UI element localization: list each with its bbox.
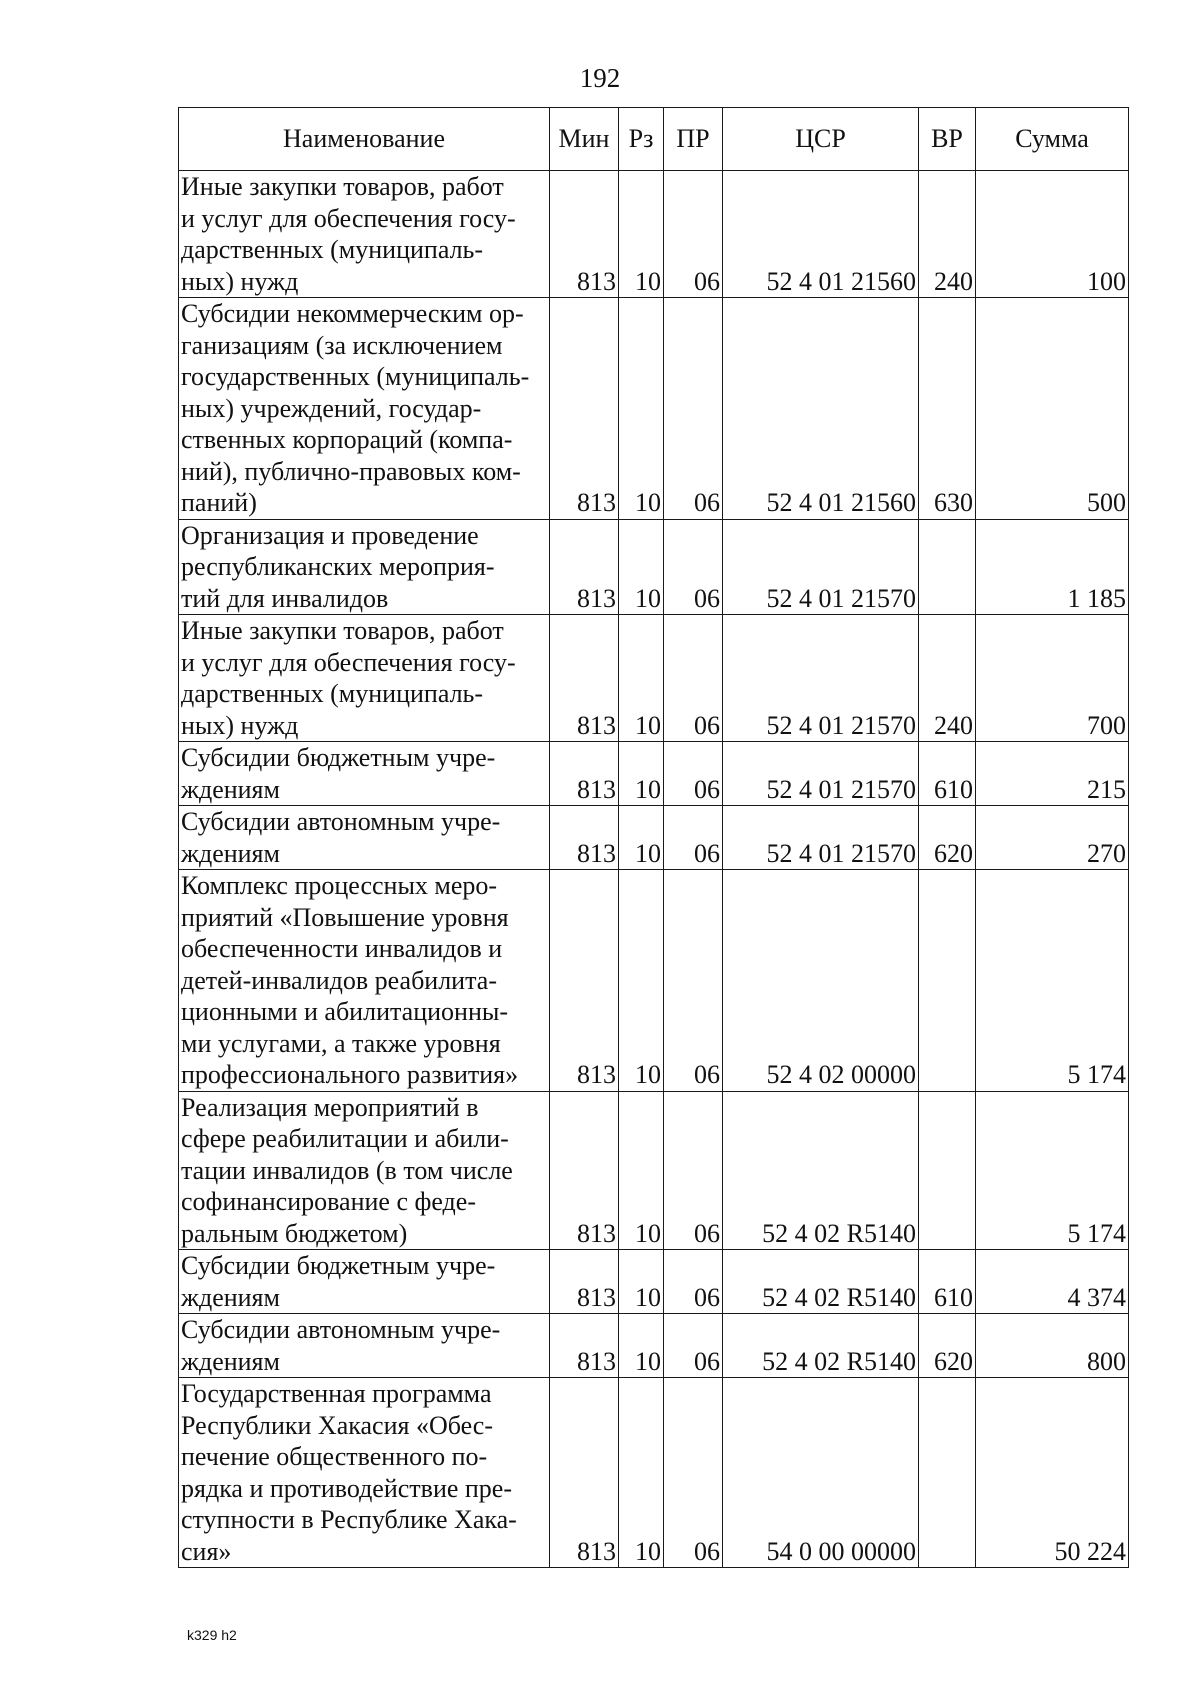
row-vr: 630: [919, 298, 976, 520]
row-name-line: обеспеченности инвалидов и: [181, 934, 503, 963]
table-row: [179, 1378, 1129, 1568]
row-pr: 06: [664, 742, 723, 806]
row-name-line: профессионального развития»: [181, 1060, 519, 1089]
row-rz: 10: [619, 1378, 664, 1568]
row-name-line: ми услугами, а также уровня: [181, 1028, 501, 1058]
row-sum: 100: [976, 171, 1129, 298]
row-pr: 06: [664, 1250, 723, 1314]
row-csr: 52 4 01 21570: [723, 742, 919, 806]
row-name-line: Субсидии автономным учре-: [181, 807, 501, 836]
row-name-line: ждениям: [181, 774, 280, 804]
row-name-line: тации инвалидов (в том числе: [181, 1155, 513, 1185]
row-sum: 500: [976, 298, 1129, 520]
row-name-line: софинансирование с феде-: [181, 1187, 476, 1216]
row-csr: 54 0 00 00000: [723, 1378, 919, 1568]
row-name: [179, 1378, 550, 1568]
table-row: [179, 171, 1129, 298]
row-name-line: и услуг для обеспечения госу-: [181, 647, 516, 677]
row-name-line: дарственных (муниципаль-: [181, 235, 484, 264]
row-name-line: приятий «Повышение уровня: [181, 902, 509, 932]
page-number: 192: [579, 63, 621, 93]
row-name-line: сфере реабилитации и абили-: [181, 1124, 509, 1153]
row-name-line: ступности в Республике Хака-: [181, 1505, 517, 1534]
row-name: [179, 1091, 550, 1250]
row-sum: 4 374: [976, 1250, 1129, 1314]
row-rz: 10: [619, 519, 664, 615]
row-rz: 10: [619, 742, 664, 806]
row-name-line: Республики Хакасия «Обес-: [181, 1410, 493, 1440]
row-name-line: ственных корпораций (компа-: [181, 425, 513, 454]
row-csr: 52 4 01 21570: [723, 519, 919, 615]
table-row: [179, 1314, 1129, 1378]
row-csr: 52 4 01 21560: [723, 171, 919, 298]
row-name: [179, 519, 550, 615]
row-name-line: Реализация мероприятий в: [181, 1092, 479, 1122]
header-vr: ВР: [919, 108, 976, 171]
table-body: [179, 171, 1129, 1568]
row-name: [179, 1250, 550, 1314]
row-name-line: дарственных (муниципаль-: [181, 679, 484, 708]
row-name: [179, 870, 550, 1092]
row-csr: 52 4 01 21570: [723, 806, 919, 870]
row-name: [179, 298, 550, 520]
row-vr: 610: [919, 742, 976, 806]
row-name-line: Субсидии автономным учре-: [181, 1315, 501, 1344]
row-min: 813: [550, 171, 619, 298]
row-name-line: паний): [181, 488, 257, 517]
row-min: 813: [550, 298, 619, 520]
row-min: 813: [550, 615, 619, 742]
table-row: [179, 806, 1129, 870]
row-name-line: ральным бюджетом): [181, 1218, 408, 1248]
row-min: 813: [550, 519, 619, 615]
row-name-line: и услуг для обеспечения госу-: [181, 203, 516, 233]
row-name-line: ганизациям (за исключением: [181, 330, 503, 360]
row-vr: 620: [919, 1314, 976, 1378]
table-row: [179, 1091, 1129, 1250]
row-name: [179, 806, 550, 870]
row-rz: 10: [619, 615, 664, 742]
row-name-line: Субсидии бюджетным учре-: [181, 1251, 496, 1280]
row-pr: 06: [664, 298, 723, 520]
footer-code: k329 h2: [187, 1627, 237, 1643]
row-min: 813: [550, 1250, 619, 1314]
row-pr: 06: [664, 806, 723, 870]
row-name-line: ний), публично-правовых ком-: [181, 456, 521, 486]
row-name-line: Государственная программа: [181, 1379, 492, 1408]
budget-table: [178, 107, 1129, 1568]
table-row: [179, 742, 1129, 806]
row-pr: 06: [664, 1091, 723, 1250]
row-vr: 240: [919, 171, 976, 298]
table-row: [179, 519, 1129, 615]
row-rz: 10: [619, 1091, 664, 1250]
row-name-line: ных) нужд: [181, 266, 299, 296]
row-csr: 52 4 02 00000: [723, 870, 919, 1092]
row-sum: 270: [976, 806, 1129, 870]
row-min: 813: [550, 1314, 619, 1378]
row-min: 813: [550, 1091, 619, 1250]
row-min: 813: [550, 806, 619, 870]
row-name-line: детей-инвалидов реабилита-: [181, 965, 497, 995]
row-min: 813: [550, 870, 619, 1092]
row-name: [179, 615, 550, 742]
row-name-line: Иные закупки товаров, работ: [181, 172, 504, 201]
row-name-line: Субсидии некоммерческим ор-: [181, 299, 524, 328]
row-name-line: Организация и проведение: [181, 520, 479, 550]
row-name-line: республиканских мероприя-: [181, 552, 495, 581]
row-name: [179, 171, 550, 298]
row-name-line: тий для инвалидов: [181, 583, 389, 613]
row-pr: 06: [664, 171, 723, 298]
row-csr: 52 4 02 R5140: [723, 1314, 919, 1378]
row-name: [179, 742, 550, 806]
row-name-line: печение общественного по-: [181, 1442, 488, 1471]
row-csr: 52 4 02 R5140: [723, 1091, 919, 1250]
row-pr: 06: [664, 519, 723, 615]
row-min: 813: [550, 742, 619, 806]
row-sum: 50 224: [976, 1378, 1129, 1568]
row-sum: 5 174: [976, 870, 1129, 1092]
row-name-line: государственных (муниципаль-: [181, 362, 530, 391]
header-sum: Сумма: [976, 108, 1129, 171]
row-vr: [919, 1091, 976, 1250]
table-row: [179, 870, 1129, 1092]
row-vr: [919, 519, 976, 615]
table-row: [179, 298, 1129, 520]
row-vr: 610: [919, 1250, 976, 1314]
header-name: Наименование: [179, 108, 550, 171]
row-sum: 5 174: [976, 1091, 1129, 1250]
table-row: [179, 1250, 1129, 1314]
row-rz: 10: [619, 171, 664, 298]
row-name-line: сия»: [181, 1536, 232, 1566]
row-csr: 52 4 01 21570: [723, 615, 919, 742]
header-rz: Рз: [619, 108, 664, 171]
row-name-line: ждениям: [181, 1282, 280, 1312]
row-name: [179, 1314, 550, 1378]
row-csr: 52 4 01 21560: [723, 298, 919, 520]
row-vr: [919, 1378, 976, 1568]
row-pr: 06: [664, 1314, 723, 1378]
row-name-line: Комплекс процессных меро-: [181, 871, 498, 900]
row-name-line: ных) нужд: [181, 710, 299, 740]
row-sum: 700: [976, 615, 1129, 742]
row-pr: 06: [664, 615, 723, 742]
row-rz: 10: [619, 1314, 664, 1378]
table-header: [179, 108, 1129, 171]
row-pr: 06: [664, 870, 723, 1092]
header-row: [179, 108, 1129, 171]
header-pr: ПР: [664, 108, 723, 171]
row-name-line: ционными и абилитационны-: [181, 997, 508, 1026]
row-sum: 215: [976, 742, 1129, 806]
row-vr: [919, 870, 976, 1092]
row-name-line: Иные закупки товаров, работ: [181, 616, 504, 645]
header-min: Мин: [550, 108, 619, 171]
row-name-line: ных) учреждений, государ-: [181, 393, 482, 423]
row-name-line: ждениям: [181, 838, 280, 868]
row-name-line: ждениям: [181, 1346, 280, 1376]
row-vr: 620: [919, 806, 976, 870]
row-name-line: Субсидии бюджетным учре-: [181, 743, 496, 772]
header-csr: ЦСР: [723, 108, 919, 171]
row-name-line: рядка и противодействие пре-: [181, 1473, 513, 1503]
row-sum: 800: [976, 1314, 1129, 1378]
row-rz: 10: [619, 1250, 664, 1314]
row-pr: 06: [664, 1378, 723, 1568]
row-sum: 1 185: [976, 519, 1129, 615]
table-row: [179, 615, 1129, 742]
row-rz: 10: [619, 298, 664, 520]
row-rz: 10: [619, 870, 664, 1092]
row-csr: 52 4 02 R5140: [723, 1250, 919, 1314]
row-vr: 240: [919, 615, 976, 742]
row-min: 813: [550, 1378, 619, 1568]
row-rz: 10: [619, 806, 664, 870]
